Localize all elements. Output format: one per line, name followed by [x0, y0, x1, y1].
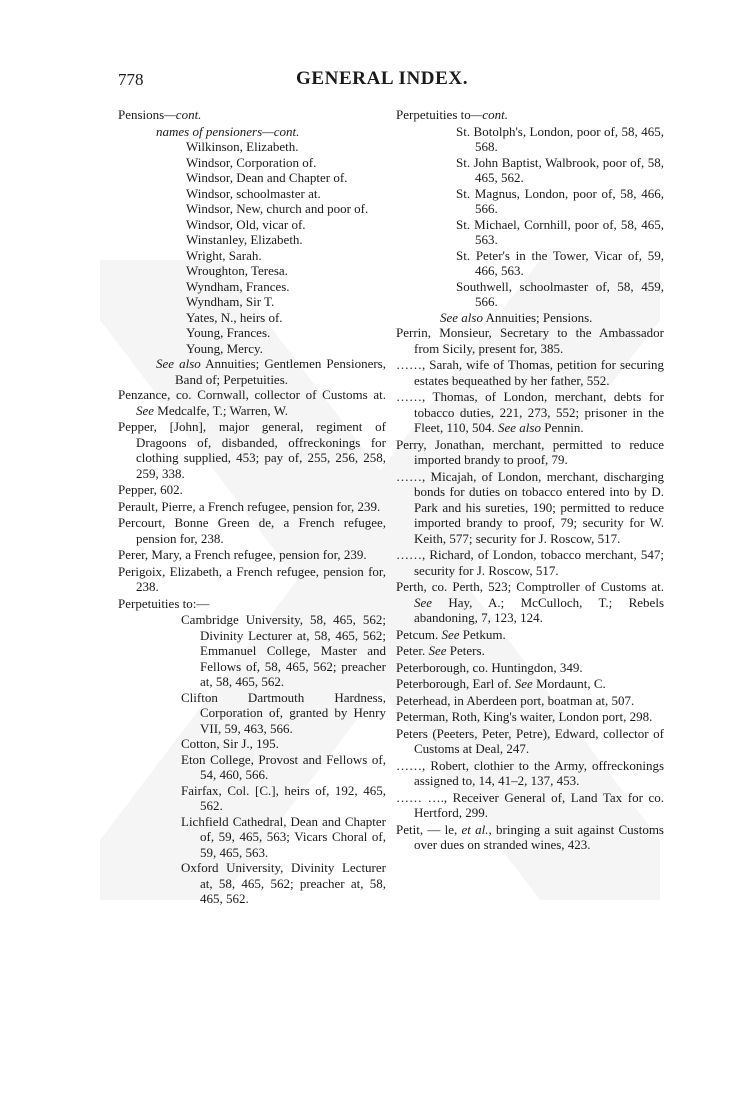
pensioner-name: Wroughton, Teresa.	[186, 263, 288, 278]
entry-text: , Monsieur, Secretary to the Ambassador from Sicily, present for, 385.	[414, 325, 664, 356]
entry-head: Perry	[396, 436, 424, 452]
page-number: 778	[118, 70, 144, 89]
cross-reference-label: See	[441, 626, 460, 642]
entry-head: ……	[396, 757, 422, 773]
index-entry-heading	[396, 107, 664, 123]
index-entry	[118, 387, 386, 418]
index-entry	[396, 790, 664, 821]
entry-head: ……	[396, 389, 422, 404]
right-column	[396, 107, 664, 854]
pensioner-name: Wyndham, Sir T.	[186, 294, 275, 309]
pensioner-name: Young, Mercy.	[186, 340, 263, 356]
cont-marker: —cont.	[470, 107, 508, 122]
entry-text: , Pierre, a French refugee, pension for, 239.	[154, 498, 381, 514]
entry-head: Perer	[118, 547, 145, 562]
entry-head: Peterborough	[396, 659, 467, 675]
entry-text: .	[422, 643, 429, 658]
perpetuity-item: Fairfax, Col. [C.], heirs of, 192, 465, 562.	[181, 782, 386, 813]
cross-reference-label: See also	[498, 420, 541, 435]
perpetuity-item: Oxford University, Divinity Lecturer at, 58, 465, 562; preacher at, 58, 465, 562.	[181, 860, 386, 906]
pensioner-name: Windsor, schoolmaster at.	[186, 185, 321, 201]
entry-text: , Mary, a French refugee, pension for, 239.	[144, 547, 367, 562]
entry-head: Perigoix	[118, 563, 163, 579]
index-entry	[396, 758, 664, 789]
perpetuities-list	[118, 612, 386, 907]
entry-text: , co. Perth, 523; Comptroller of Customs at.	[423, 579, 664, 594]
see-also-label: See also	[440, 309, 483, 325]
perpetuity-item: St. Peter's in the Tower, Vicar of, 59, 466, 563.	[456, 247, 664, 278]
index-entry	[396, 676, 664, 692]
index-entry	[396, 437, 664, 468]
sub-label: names of pensioners—cont.	[156, 123, 300, 139]
perpetuity-item: St. Botolph's, London, poor of, 58, 465, 568.	[456, 123, 664, 154]
entry-head: Peter	[396, 643, 422, 658]
entry-text: , in Aberdeen port, boatman at, 507.	[447, 692, 635, 708]
entry-head: ……	[396, 547, 422, 562]
cross-reference-label: et al.	[461, 821, 489, 837]
perpetuity-item: St. John Baptist, Walbrook, poor of, 58, 465, 562.	[456, 154, 664, 185]
perpetuity-item: Eton College, Provost and Fellows of, 54, 460, 566.	[181, 751, 386, 782]
entry-head: …… ….	[396, 789, 444, 805]
index-entry	[396, 709, 664, 725]
cross-reference-label: See	[514, 676, 533, 691]
index-entry	[396, 726, 664, 757]
see-also-text: Annuities; Gentlemen Pensioners, Band of; Perpetuities.	[175, 356, 386, 387]
cross-reference-text: Petkum.	[459, 626, 506, 642]
index-entry	[118, 499, 386, 515]
entry-head: ……	[396, 468, 422, 484]
index-entry	[118, 515, 386, 546]
entry-text: , Sarah, wife of Thomas, petition for securing estates bequeathed by her father, 552.	[414, 357, 664, 388]
entry-text: , Roth, King's waiter, London port, 298.	[445, 709, 653, 724]
cross-reference-text: Hay, A.; McCulloch, T.; Rebels abandoning, 7, 123, 124.	[414, 594, 664, 625]
pensioner-name: Wilkinson, Elizabeth.	[186, 139, 299, 154]
entry-text: , Earl of.	[466, 676, 515, 691]
index-entry	[396, 643, 664, 659]
running-title: GENERAL INDEX.	[296, 68, 469, 89]
entry-text: , Elizabeth, a French refugee, pension for, 238.	[136, 563, 386, 594]
pensioner-name: Windsor, Corporation of.	[186, 154, 317, 170]
entry-text: , [John], major general, regiment of Dragoons of, disbanded, offreckonings for clothing supplied, 453; pay of, 255, 256, 258, 259, 338.	[136, 419, 386, 481]
entry-text: , Jonathan, merchant, permitted to reduce imported brandy to proof, 79.	[414, 436, 664, 467]
index-entry	[396, 822, 664, 853]
entry-head: Penzance	[118, 387, 168, 402]
pensioner-name: Wyndham, Frances.	[186, 278, 290, 294]
entry-head: Perault	[118, 498, 155, 514]
entry-head: Pensions	[118, 107, 165, 122]
index-entry	[396, 325, 664, 356]
cross-reference-label: See	[136, 402, 155, 418]
cross-reference-text: , bringing a suit against Customs over dues on stranded wines, 423.	[414, 821, 664, 852]
perpetuity-item: Clifton Dartmouth Hardness, Corporation of, granted by Henry VII, 59, 463, 566.	[181, 689, 386, 736]
entry-text: , Richard, of London, tobacco merchant, 547; security for J. Roscow, 517.	[414, 547, 664, 578]
cross-reference-text: Mordaunt, C.	[532, 676, 606, 691]
entry-head: Peterman	[396, 709, 446, 724]
index-entry	[396, 469, 664, 547]
entry-head: Pepper	[118, 482, 154, 497]
cross-reference-text: Medcalfe, T.; Warren, W.	[154, 402, 289, 418]
entry-head: ……	[396, 357, 422, 372]
entry-text: , Bonne Green de, a French refugee, pension for, 238.	[136, 515, 386, 546]
pensioner-name: Windsor, Old, vicar of.	[186, 216, 306, 232]
entry-text: , co. Cornwall, collector of Customs at.	[167, 387, 386, 402]
entry-head: Perrin	[396, 325, 428, 340]
perpetuities-cont-list	[396, 124, 664, 310]
entry-head: Pepper	[118, 419, 154, 434]
index-entry-heading	[118, 107, 386, 123]
index-entry	[118, 564, 386, 595]
left-entries	[118, 387, 386, 595]
entry-head: Petcum	[396, 626, 435, 642]
cont-marker: —cont.	[164, 107, 202, 122]
index-entry	[118, 419, 386, 481]
cross-reference-label: See	[414, 594, 433, 610]
entry-text: (Peeters, Peter, Petre), Edward, collector of Customs at Deal, 247.	[414, 725, 664, 756]
see-also-label: See also	[156, 356, 201, 371]
index-entry	[396, 357, 664, 388]
index-entry	[118, 482, 386, 498]
index-entry	[396, 627, 664, 643]
entry-text: , Receiver General of, Land Tax for co. Hertford, 299.	[414, 789, 664, 820]
perpetuity-item: Lichfield Cathedral, Dean and Chapter of, 59, 465, 563; Vicars Choral of, 59, 465, 563.	[181, 813, 386, 860]
see-also-reference	[440, 310, 664, 326]
entry-text: , Thomas, of London, merchant, debts for tobacco duties, 221, 273, 552; prisoner in the Fleet, 110, 504.	[414, 389, 664, 435]
perpetuity-item: Cotton, Sir J., 195.	[181, 736, 279, 751]
entry-head: Petit	[396, 821, 420, 837]
pensioner-name: Windsor, Dean and Chapter of.	[186, 170, 348, 185]
cross-reference-text: Pennin.	[540, 420, 584, 435]
pensioner-name: Windsor, New, church and poor of.	[186, 201, 369, 216]
pensioner-name: Yates, N., heirs of.	[186, 309, 283, 325]
pensioner-name: Young, Frances.	[186, 325, 271, 340]
index-entry	[396, 693, 664, 709]
index-entry	[396, 579, 664, 626]
entry-text: , co. Huntingdon, 349.	[466, 659, 583, 675]
left-column	[118, 107, 386, 907]
entry-head: Perpetuities to	[396, 107, 471, 122]
pensioner-list	[118, 139, 386, 356]
index-entry	[396, 660, 664, 676]
entry-text: , Micajah, of London, merchant, discharging bonds for duties on tobacco entered into by D. Park and his sureties, 190; permitted to reduce imported brandy to proof, 79; security for W. Keith, 577; security for J. Roscow, 517.	[414, 468, 664, 546]
entry-head: Peterborough	[396, 676, 467, 691]
entry-text: , Robert, clothier to the Army, offreckonings assigned to, 14, 41–2, 137, 453.	[414, 757, 664, 788]
entry-head: Peterhead	[396, 692, 448, 708]
cross-reference-text: Peters.	[446, 643, 485, 658]
entry-head: Peters	[396, 725, 428, 741]
entry-text: , — le,	[419, 821, 462, 837]
cross-reference-label: See	[428, 643, 447, 658]
entry-head: Perth	[396, 579, 424, 594]
entry-text: .	[435, 626, 442, 642]
page-header	[118, 70, 658, 98]
right-entries	[396, 325, 664, 853]
see-also-reference	[156, 356, 386, 387]
index-entry	[396, 547, 664, 578]
index-entry-heading: Perpetuities to:—	[118, 595, 210, 611]
pensioner-name: Winstanley, Elizabeth.	[186, 232, 303, 247]
index-entry	[396, 389, 664, 436]
perpetuity-item: Cambridge University, 58, 465, 562; Divinity Lecturer at, 58, 465, 562; Emmanuel College, Master and Fellows of, 58, 465, 562; preacher at, 58, 465, 562.	[181, 612, 386, 689]
entry-head: Percourt	[118, 515, 163, 530]
perpetuity-item: Southwell, schoolmaster of, 58, 459, 566.	[456, 278, 664, 309]
perpetuity-item: St. Magnus, London, poor of, 58, 466, 566.	[456, 185, 664, 216]
perpetuity-item: St. Michael, Cornhill, poor of, 58, 465, 563.	[456, 216, 664, 247]
pensioner-name: Wright, Sarah.	[186, 247, 262, 263]
see-also-text: Annuities; Pensions.	[482, 309, 593, 325]
entry-text: , 602.	[153, 482, 183, 497]
index-entry	[118, 547, 386, 563]
